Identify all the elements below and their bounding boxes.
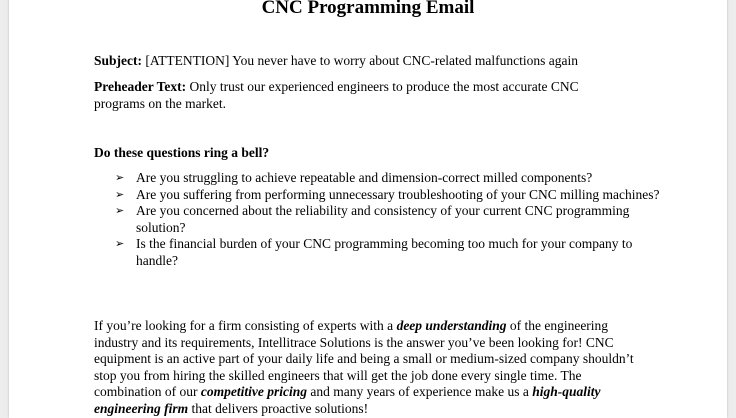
arrow-bullet-icon: ➢	[115, 187, 125, 201]
list-item-text: Are you suffering from performing unnecessary troubleshooting of your CNC milling machines?	[136, 186, 660, 202]
question-list	[115, 170, 665, 269]
arrow-bullet-icon: ➢	[115, 237, 125, 250]
preheader-text: Only trust our experienced engineers to produce the most accurate CNC programs on the market.	[94, 79, 579, 111]
body-text-part: of the engineering industry and its requirements, Intellitrace Solutions is the answer you’ve been looking for! CNC equipment is an active part of your daily life and being a small or medium-sized company shouldn’t stop you from hiring the skilled engineers that will get the job done every single time. The combination of our	[94, 318, 634, 399]
body-paragraph	[94, 318, 639, 417]
emphasis-competitive-pricing: competitive pricing	[200, 384, 307, 399]
arrow-bullet-icon: ➢	[115, 171, 125, 184]
list-item	[115, 203, 665, 236]
question-heading: Do these questions ring a bell?	[94, 145, 270, 160]
body-text-part: and many years of experience make us a	[306, 384, 533, 399]
subject-line	[94, 53, 654, 70]
emphasis-high-quality: high-quality engineering firm	[94, 384, 601, 416]
list-item-text: Is the financial burden of your CNC programming becoming too much for your company to handle?	[136, 236, 633, 268]
list-item	[115, 187, 665, 204]
document-page	[9, 0, 727, 418]
emphasis-deep-understanding: deep understanding	[396, 318, 507, 333]
list-item	[115, 170, 665, 187]
list-item	[115, 236, 665, 269]
body-text-part: that delivers proactive solutions!	[188, 400, 369, 416]
body-text-part: If you’re looking for a firm consisting of experts with a	[94, 318, 397, 333]
preheader-label: Preheader Text:	[94, 79, 187, 94]
list-item-text: Are you concerned about the reliability and consistency of your current CNC programming solution?	[136, 203, 630, 235]
document-title: CNC Programming Email	[261, 0, 475, 18]
preheader-line	[94, 79, 614, 112]
subject-text: [ATTENTION] You never have to worry about CNC-related malfunctions again	[142, 53, 579, 68]
arrow-bullet-icon: ➢	[115, 204, 125, 217]
subject-label: Subject:	[94, 53, 142, 68]
list-item-text: Are you struggling to achieve repeatable and dimension-correct milled components?	[136, 170, 593, 185]
